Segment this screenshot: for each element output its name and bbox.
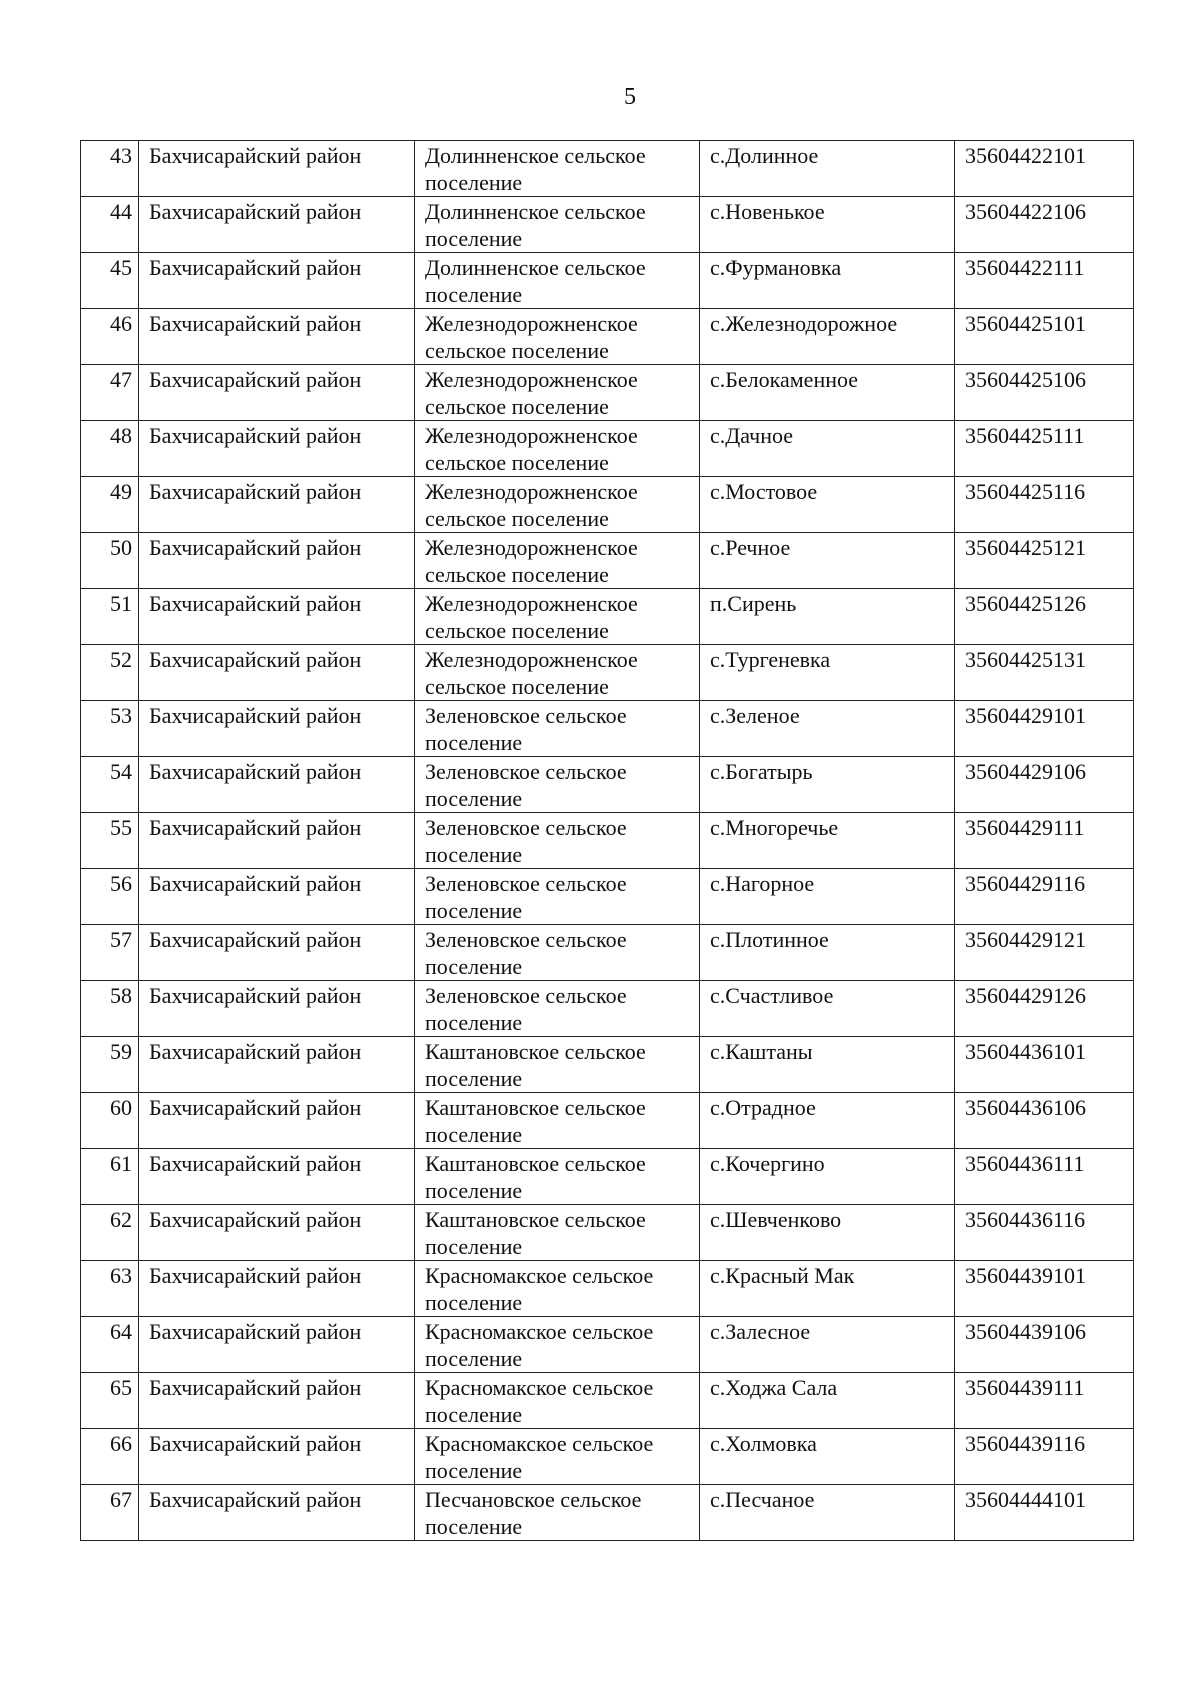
table-row (81, 1261, 1134, 1317)
row-number-cell: 48 (81, 421, 139, 477)
district-cell: Бахчисарайский район (139, 253, 415, 309)
oktmo-code-cell: 35604436111 (955, 1149, 1134, 1205)
district-cell: Бахчисарайский район (139, 1205, 415, 1261)
table-row (81, 1373, 1134, 1429)
table-row (81, 141, 1134, 197)
table-row (81, 1429, 1134, 1485)
row-number-cell: 54 (81, 757, 139, 813)
row-number-cell: 51 (81, 589, 139, 645)
oktmo-code-cell: 35604422106 (955, 197, 1134, 253)
settlement-cell: Зеленовское сельское поселение (415, 757, 700, 813)
table-row (81, 869, 1134, 925)
district-cell: Бахчисарайский район (139, 813, 415, 869)
oktmo-code-cell: 35604422111 (955, 253, 1134, 309)
table-row (81, 477, 1134, 533)
oktmo-code-cell: 35604436116 (955, 1205, 1134, 1261)
oktmo-code-cell: 35604425111 (955, 421, 1134, 477)
table-row (81, 197, 1134, 253)
table-row (81, 1485, 1134, 1541)
district-cell: Бахчисарайский район (139, 1429, 415, 1485)
village-cell: с.Железнодорожное (700, 309, 955, 365)
row-number-cell: 49 (81, 477, 139, 533)
village-cell: с.Красный Мак (700, 1261, 955, 1317)
district-cell: Бахчисарайский район (139, 1261, 415, 1317)
table-row (81, 813, 1134, 869)
oktmo-code-cell: 35604439111 (955, 1373, 1134, 1429)
village-cell: с.Речное (700, 533, 955, 589)
settlement-cell: Зеленовское сельское поселение (415, 869, 700, 925)
village-cell: с.Новенькое (700, 197, 955, 253)
table-row (81, 533, 1134, 589)
table-row (81, 421, 1134, 477)
district-cell: Бахчисарайский район (139, 981, 415, 1037)
district-cell: Бахчисарайский район (139, 309, 415, 365)
village-cell: с.Кочергино (700, 1149, 955, 1205)
oktmo-code-cell: 35604429126 (955, 981, 1134, 1037)
district-cell: Бахчисарайский район (139, 869, 415, 925)
row-number-cell: 50 (81, 533, 139, 589)
settlement-cell: Красномакское сельское поселение (415, 1261, 700, 1317)
village-cell: с.Богатырь (700, 757, 955, 813)
settlement-cell: Красномакское сельское поселение (415, 1373, 700, 1429)
table-row (81, 1205, 1134, 1261)
district-cell: Бахчисарайский район (139, 1373, 415, 1429)
district-cell: Бахчисарайский район (139, 757, 415, 813)
oktmo-code-cell: 35604444101 (955, 1485, 1134, 1541)
table-row (81, 365, 1134, 421)
settlement-cell: Железнодорожненское сельское поселение (415, 589, 700, 645)
oktmo-code-cell: 35604425126 (955, 589, 1134, 645)
village-cell: с.Шевченково (700, 1205, 955, 1261)
district-cell: Бахчисарайский район (139, 925, 415, 981)
settlement-cell: Железнодорожненское сельское поселение (415, 365, 700, 421)
oktmo-code-cell: 35604439101 (955, 1261, 1134, 1317)
settlement-cell: Каштановское сельское поселение (415, 1149, 700, 1205)
row-number-cell: 52 (81, 645, 139, 701)
village-cell: с.Фурмановка (700, 253, 955, 309)
row-number-cell: 62 (81, 1205, 139, 1261)
settlement-cell: Долинненское сельское поселение (415, 197, 700, 253)
settlements-table (80, 140, 1134, 1541)
oktmo-code-cell: 35604425116 (955, 477, 1134, 533)
oktmo-code-cell: 35604425106 (955, 365, 1134, 421)
village-cell: с.Многоречье (700, 813, 955, 869)
row-number-cell: 65 (81, 1373, 139, 1429)
settlement-cell: Долинненское сельское поселение (415, 253, 700, 309)
settlement-cell: Каштановское сельское поселение (415, 1093, 700, 1149)
district-cell: Бахчисарайский район (139, 1317, 415, 1373)
district-cell: Бахчисарайский район (139, 477, 415, 533)
table-row (81, 981, 1134, 1037)
settlement-cell: Железнодорожненское сельское поселение (415, 533, 700, 589)
village-cell: с.Белокаменное (700, 365, 955, 421)
table-row (81, 925, 1134, 981)
oktmo-code-cell: 35604429111 (955, 813, 1134, 869)
district-cell: Бахчисарайский район (139, 1485, 415, 1541)
row-number-cell: 67 (81, 1485, 139, 1541)
row-number-cell: 43 (81, 141, 139, 197)
village-cell: с.Долинное (700, 141, 955, 197)
district-cell: Бахчисарайский район (139, 589, 415, 645)
district-cell: Бахчисарайский район (139, 421, 415, 477)
row-number-cell: 44 (81, 197, 139, 253)
village-cell: с.Залесное (700, 1317, 955, 1373)
district-cell: Бахчисарайский район (139, 1093, 415, 1149)
table-row (81, 1037, 1134, 1093)
district-cell: Бахчисарайский район (139, 141, 415, 197)
village-cell: с.Ходжа Сала (700, 1373, 955, 1429)
settlement-cell: Зеленовское сельское поселение (415, 701, 700, 757)
table-row (81, 309, 1134, 365)
row-number-cell: 64 (81, 1317, 139, 1373)
row-number-cell: 58 (81, 981, 139, 1037)
row-number-cell: 45 (81, 253, 139, 309)
settlement-cell: Зеленовское сельское поселение (415, 813, 700, 869)
oktmo-code-cell: 35604439106 (955, 1317, 1134, 1373)
settlement-cell: Железнодорожненское сельское поселение (415, 645, 700, 701)
oktmo-code-cell: 35604429106 (955, 757, 1134, 813)
district-cell: Бахчисарайский район (139, 1149, 415, 1205)
settlement-cell: Зеленовское сельское поселение (415, 981, 700, 1037)
oktmo-code-cell: 35604439116 (955, 1429, 1134, 1485)
row-number-cell: 53 (81, 701, 139, 757)
settlement-cell: Каштановское сельское поселение (415, 1037, 700, 1093)
oktmo-code-cell: 35604429121 (955, 925, 1134, 981)
row-number-cell: 55 (81, 813, 139, 869)
table-row (81, 1093, 1134, 1149)
settlement-cell: Долинненское сельское поселение (415, 141, 700, 197)
village-cell: с.Отрадное (700, 1093, 955, 1149)
village-cell: с.Нагорное (700, 869, 955, 925)
village-cell: с.Плотинное (700, 925, 955, 981)
row-number-cell: 66 (81, 1429, 139, 1485)
table-row (81, 701, 1134, 757)
row-number-cell: 61 (81, 1149, 139, 1205)
oktmo-code-cell: 35604436106 (955, 1093, 1134, 1149)
district-cell: Бахчисарайский район (139, 1037, 415, 1093)
settlement-cell: Каштановское сельское поселение (415, 1205, 700, 1261)
oktmo-code-cell: 35604425121 (955, 533, 1134, 589)
row-number-cell: 63 (81, 1261, 139, 1317)
oktmo-code-cell: 35604436101 (955, 1037, 1134, 1093)
village-cell: с.Песчаное (700, 1485, 955, 1541)
district-cell: Бахчисарайский район (139, 197, 415, 253)
table-row (81, 1149, 1134, 1205)
district-cell: Бахчисарайский район (139, 533, 415, 589)
district-cell: Бахчисарайский район (139, 701, 415, 757)
table-row (81, 253, 1134, 309)
page-number: 5 (624, 84, 636, 110)
row-number-cell: 46 (81, 309, 139, 365)
row-number-cell: 56 (81, 869, 139, 925)
settlement-cell: Красномакское сельское поселение (415, 1317, 700, 1373)
village-cell: с.Дачное (700, 421, 955, 477)
settlement-cell: Красномакское сельское поселение (415, 1429, 700, 1485)
oktmo-code-cell: 35604422101 (955, 141, 1134, 197)
oktmo-code-cell: 35604425101 (955, 309, 1134, 365)
table-row (81, 1317, 1134, 1373)
settlement-cell: Зеленовское сельское поселение (415, 925, 700, 981)
row-number-cell: 47 (81, 365, 139, 421)
village-cell: п.Сирень (700, 589, 955, 645)
row-number-cell: 60 (81, 1093, 139, 1149)
row-number-cell: 59 (81, 1037, 139, 1093)
settlement-cell: Песчановское сельское поселение (415, 1485, 700, 1541)
village-cell: с.Холмовка (700, 1429, 955, 1485)
village-cell: с.Тургеневка (700, 645, 955, 701)
table-row (81, 645, 1134, 701)
row-number-cell: 57 (81, 925, 139, 981)
village-cell: с.Мостовое (700, 477, 955, 533)
settlement-cell: Железнодорожненское сельское поселение (415, 477, 700, 533)
district-cell: Бахчисарайский район (139, 645, 415, 701)
village-cell: с.Каштаны (700, 1037, 955, 1093)
settlement-cell: Железнодорожненское сельское поселение (415, 309, 700, 365)
oktmo-code-cell: 35604429116 (955, 869, 1134, 925)
table-row (81, 757, 1134, 813)
village-cell: с.Зеленое (700, 701, 955, 757)
settlement-cell: Железнодорожненское сельское поселение (415, 421, 700, 477)
table-row (81, 589, 1134, 645)
district-cell: Бахчисарайский район (139, 365, 415, 421)
village-cell: с.Счастливое (700, 981, 955, 1037)
table-body (81, 141, 1134, 1541)
oktmo-code-cell: 35604425131 (955, 645, 1134, 701)
oktmo-code-cell: 35604429101 (955, 701, 1134, 757)
